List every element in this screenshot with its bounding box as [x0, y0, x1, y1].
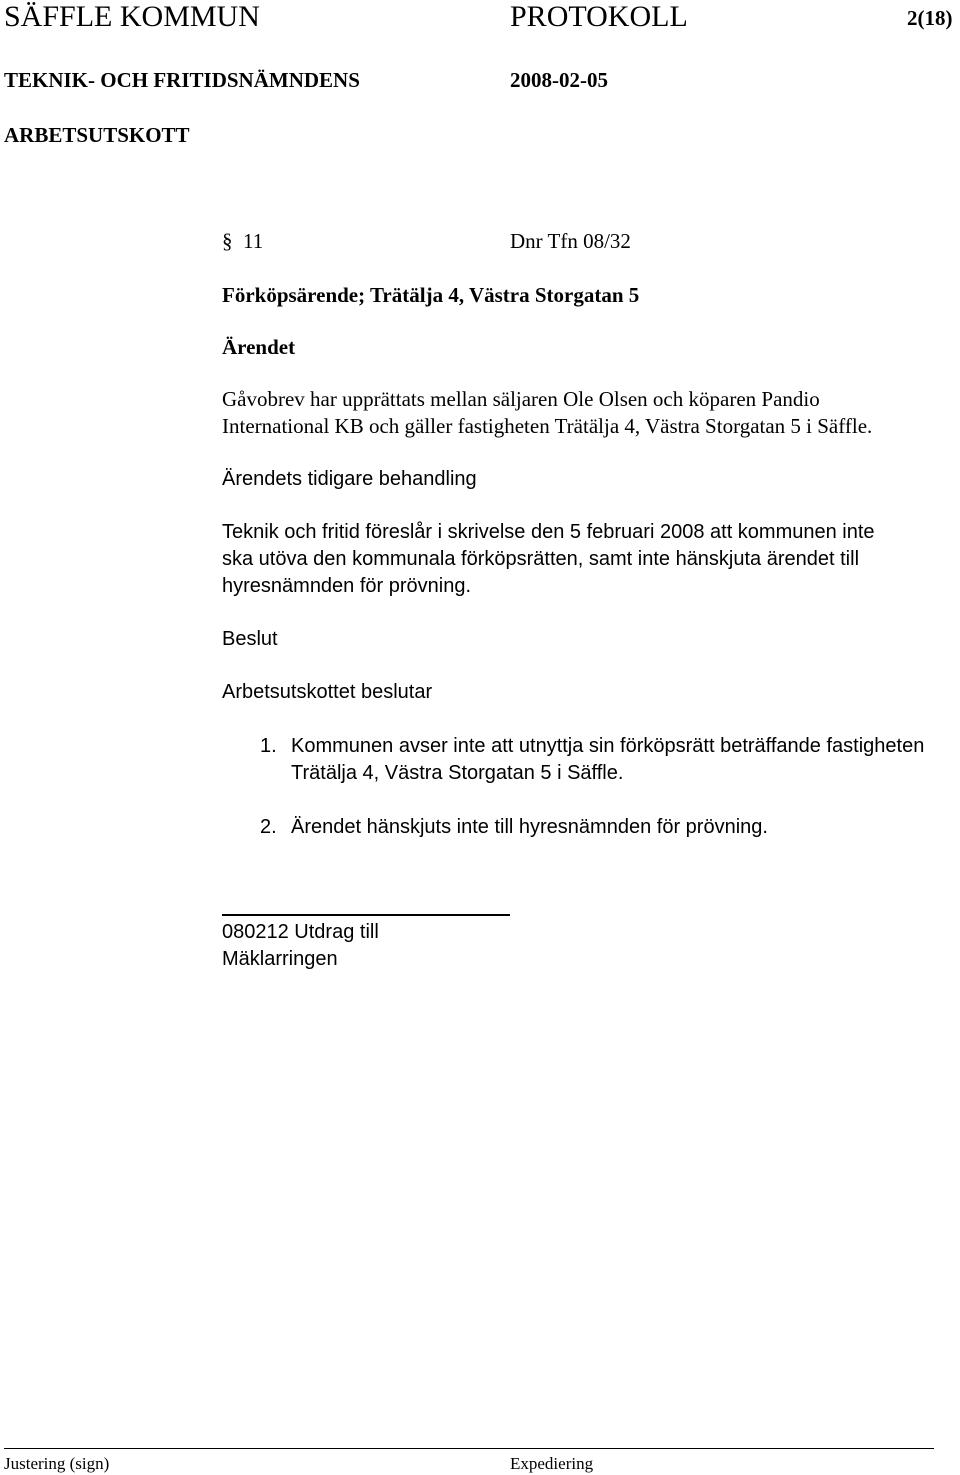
case-number: Dnr Tfn 08/32 [510, 229, 631, 253]
tidigare-line: hyresnämnden för prövning. [222, 575, 472, 597]
footer-rule [4, 1448, 934, 1449]
committee-subtitle: ARBETSUTSKOTT [4, 123, 190, 147]
beslut-heading: Beslut [222, 628, 278, 650]
decision-item-number: 1. [260, 735, 277, 757]
distribution-line: 080212 Utdrag till [222, 921, 379, 943]
distribution-line: Mäklarringen [222, 948, 338, 970]
decision-item-line: Trätälja 4, Västra Storgatan 5 i Säffle. [291, 762, 624, 784]
tidigare-line: Teknik och fritid föreslår i skrivelse den 5 februari 2008 att kommunen inte [222, 521, 875, 543]
arendet-line: Gåvobrev har upprättats mellan säljaren Ole Olsen och köparen Pandio [222, 387, 820, 411]
page-number: 2(18) [907, 6, 953, 30]
paragraph-number: 11 [243, 229, 264, 253]
footer-justering: Justering (sign) [4, 1454, 110, 1473]
meeting-date: 2008-02-05 [510, 68, 608, 92]
decision-item-number: 2. [260, 816, 277, 838]
municipality-name: SÄFFLE KOMMUN [4, 0, 260, 33]
paragraph-title: Förköpsärende; Trätälja 4, Västra Storgatan 5 [222, 283, 640, 307]
footer-expediering: Expediering [510, 1454, 594, 1473]
beslut-intro: Arbetsutskottet beslutar [222, 681, 433, 703]
arendet-line: International KB och gäller fastigheten Trätälja 4, Västra Storgatan 5 i Säffle. [222, 414, 873, 438]
committee-name: TEKNIK- OCH FRITIDSNÄMNDENS [4, 68, 360, 92]
distribution-rule [222, 914, 510, 916]
arendet-heading: Ärendet [222, 335, 296, 359]
tidigare-heading: Ärendets tidigare behandling [222, 468, 477, 490]
section-symbol: § [222, 229, 233, 253]
tidigare-line: ska utöva den kommunala förköpsrätten, samt inte hänskjuta ärendet till [222, 548, 860, 570]
decision-item-line: Kommunen avser inte att utnyttja sin förköpsrätt beträffande fastigheten [291, 735, 925, 757]
document-type: PROTOKOLL [510, 0, 688, 33]
decision-item-line: Ärendet hänskjuts inte till hyresnämnden för prövning. [291, 816, 768, 838]
